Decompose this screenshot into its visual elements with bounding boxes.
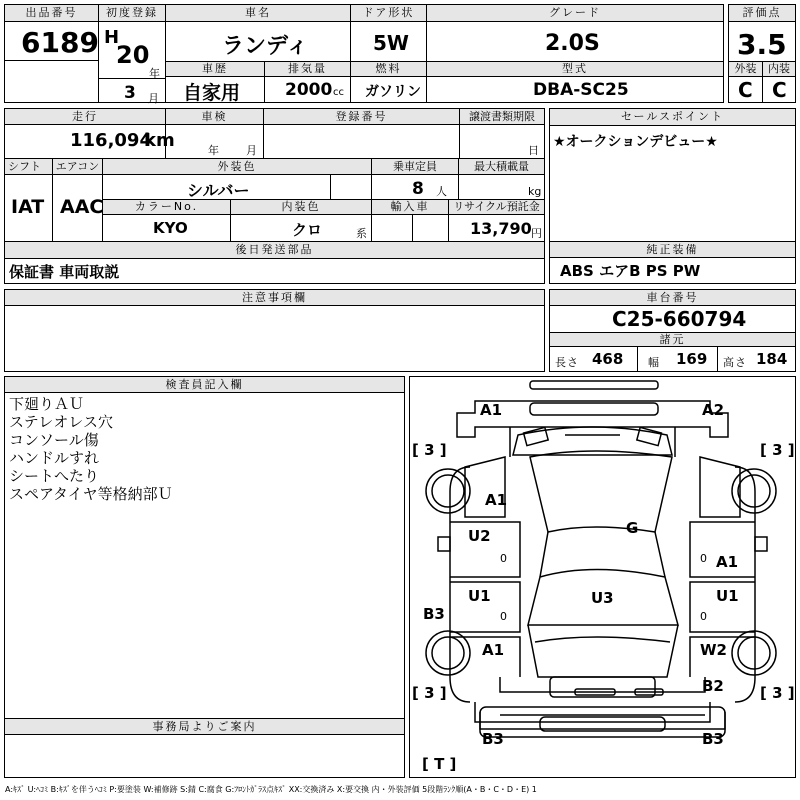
length: 468	[592, 350, 624, 368]
kg-unit: kg	[528, 185, 542, 198]
mark-tire-rear-left: [ 3 ]	[412, 684, 447, 702]
grade-cell	[426, 4, 724, 62]
persons-unit: 人	[436, 185, 447, 198]
kei-unit: 系	[356, 227, 367, 240]
mark-zero: 0	[700, 552, 707, 565]
ext-grade-cell	[728, 61, 763, 103]
post-items-label: 後日発送部品	[5, 242, 544, 258]
first-registration-label: 初度登録	[99, 5, 165, 22]
color-no: KYO	[153, 219, 188, 237]
equipment: ABS エアB PS PW	[560, 262, 701, 280]
year-unit: 年	[149, 67, 160, 80]
damage-diagram	[409, 376, 796, 778]
car-outline-diagram	[410, 377, 795, 777]
km-unit: km	[144, 130, 175, 151]
lot-number-blank	[4, 60, 99, 103]
notes-cell	[4, 289, 545, 372]
height-label: 高さ	[723, 356, 747, 369]
inspection-year-unit: 年	[208, 144, 219, 157]
int-color-label: 内装色	[231, 200, 371, 215]
door-type: 5W	[373, 31, 409, 55]
chassis-cell	[549, 289, 796, 372]
import-label: 輸入車	[372, 200, 448, 215]
car-name: ランディ	[222, 34, 309, 59]
fuel-cell	[350, 61, 427, 103]
mark-spare-tire: [ T ]	[422, 755, 457, 773]
mark-right-front-door: A1	[716, 553, 739, 571]
equipment-label: 純正装備	[550, 242, 795, 258]
mark-front-left: A1	[480, 401, 503, 419]
notes-label: 注意事項欄	[5, 290, 544, 306]
score: 3.5	[737, 28, 787, 61]
history-label: 車歴	[166, 62, 264, 77]
history-cell	[165, 61, 265, 103]
mark-front-right: A2	[702, 401, 725, 419]
era: H	[104, 27, 120, 48]
length-label: 長さ	[555, 356, 579, 369]
inspector-note: コンソール傷	[9, 431, 99, 449]
mark-left-rear-door: U1	[468, 587, 491, 605]
door-cell	[350, 4, 427, 62]
mark-right-rear-door: U1	[716, 587, 739, 605]
recycle-label: リサイクル預託金	[449, 200, 544, 215]
inspector-note: シートへたり	[9, 467, 100, 485]
shift-label: シフト	[5, 159, 52, 175]
reg-no-label: 登録番号	[264, 109, 459, 125]
displacement-cell	[264, 61, 351, 103]
legend: A:ｷｽﾞ U:ﾍｺﾐ B:ｷｽﾞを伴うﾍｺﾐ P:要塗装 W:補修跡 S:錆 C:腐食 G:ﾌﾛﾝﾄｶﾞﾗｽ点ｷｽﾞ XX:交換済み X:要交換 内・外装評価 5段階ﾗﾝｸ順(A・B・C・D・E) 1	[5, 785, 537, 794]
mark-tire-front-right: [ 3 ]	[760, 441, 795, 459]
grade: 2.0S	[545, 31, 600, 56]
chassis-label: 車台番号	[550, 290, 795, 306]
recycle-fee: 13,790	[470, 219, 532, 238]
model-cell	[426, 61, 724, 103]
ext-color-label: 外装色	[103, 159, 371, 175]
int-grade: C	[772, 78, 787, 102]
fuel-label: 燃料	[351, 62, 426, 77]
mark-left-sill: B3	[423, 605, 445, 623]
mileage: 116,094	[70, 130, 152, 151]
mark-roof-rear: U3	[591, 589, 614, 607]
mark-zero: 0	[500, 552, 507, 565]
mark-zero: 0	[500, 610, 507, 623]
yen-unit: 円	[531, 227, 542, 240]
door-label: ドア形状	[351, 5, 426, 22]
inspector-note: ステレオレス穴	[9, 413, 113, 431]
chassis-number: C25-660794	[612, 307, 747, 331]
max-load-label: 最大積載量	[459, 159, 544, 175]
car-name-label: 車名	[166, 5, 350, 22]
sales-point-cell	[549, 108, 796, 242]
dimensions-label: 諸元	[550, 332, 795, 347]
sales-point-label: セールスポイント	[550, 109, 795, 126]
lot-number: 6189	[21, 26, 99, 59]
int-grade-label: 内装	[763, 62, 795, 77]
transfer-deadline-label: 譲渡書類期限	[460, 109, 544, 125]
inspector-note: 下廻りＡＵ	[9, 395, 85, 413]
car-name-cell	[165, 4, 351, 62]
capacity: 8	[412, 179, 424, 199]
aircon-label: エアコン	[53, 159, 102, 175]
registration-month: 3	[124, 83, 136, 103]
mark-right-rear-quarter: B2	[702, 677, 724, 695]
lot-number-label: 出品番号	[5, 5, 98, 22]
grade-label: グレード	[427, 5, 723, 22]
ext-grade: C	[738, 78, 753, 102]
first-registration-cell	[98, 4, 166, 103]
sales-point: ★オークションデビュー★	[553, 134, 718, 150]
office-label: 事務局よりご案内	[5, 719, 404, 735]
mark-tire-front-left: [ 3 ]	[412, 441, 447, 459]
model: DBA-SC25	[533, 80, 629, 100]
inspector-cell	[4, 376, 405, 719]
ext-color: シルバー	[187, 181, 250, 200]
fuel: ガソリン	[365, 84, 421, 100]
shift: IAT	[11, 196, 45, 218]
mark-rear-left: B3	[482, 730, 504, 748]
lot-number-cell	[4, 4, 99, 61]
equipment-cell	[549, 241, 796, 284]
aircon: AAC	[60, 196, 104, 218]
transfer-day-unit: 日	[528, 144, 539, 157]
displacement-label: 排気量	[265, 62, 350, 77]
mark-rear-right: B3	[702, 730, 724, 748]
ext-grade-label: 外装	[729, 62, 762, 77]
month-unit: 月	[148, 92, 159, 105]
inspection-month-unit: 月	[246, 144, 257, 157]
width-label: 幅	[648, 356, 660, 369]
post-items: 保証書 車両取説	[9, 263, 120, 281]
width: 169	[676, 350, 708, 368]
mark-left-rear-fender: A1	[482, 641, 505, 659]
mark-tire-rear-right: [ 3 ]	[760, 684, 795, 702]
inspection-label: 車検	[166, 109, 263, 125]
capacity-label: 乗車定員	[372, 159, 458, 175]
int-grade-cell	[762, 61, 796, 103]
height: 184	[756, 350, 788, 368]
mark-left-front-door: U2	[468, 527, 491, 545]
score-label: 評価点	[729, 5, 795, 22]
history: 自家用	[183, 82, 241, 104]
cc-unit: cc	[333, 87, 344, 98]
mileage-label: 走行	[5, 109, 165, 125]
mark-right-rear-fender: W2	[700, 641, 727, 659]
model-label: 型式	[427, 62, 723, 77]
displacement: 2000	[285, 80, 333, 100]
color-no-label: カラーNo.	[103, 200, 230, 215]
score-cell	[728, 4, 796, 62]
inspector-note: スペアタイヤ等格納部Ｕ	[9, 485, 173, 503]
mark-zero: 0	[700, 610, 707, 623]
inspector-label: 検査員記入欄	[5, 377, 404, 393]
int-color: クロ	[292, 221, 323, 239]
office-cell	[4, 718, 405, 778]
post-items-cell	[4, 258, 545, 284]
registration-year: 20	[116, 41, 150, 69]
mark-roof: G	[626, 519, 639, 537]
mark-hood-left: A1	[485, 491, 508, 509]
inspector-note: ハンドルすれ	[9, 449, 100, 467]
